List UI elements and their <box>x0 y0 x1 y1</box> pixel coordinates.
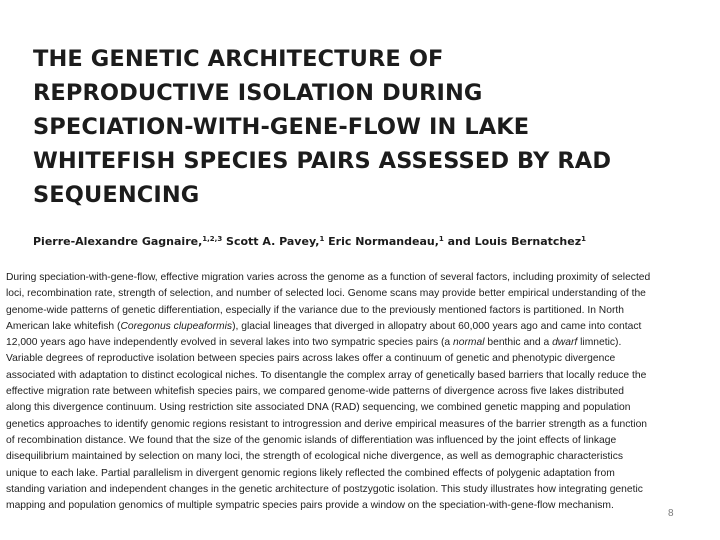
abstract-line: effective migration rate between whitefish species pairs, we compared genome-wide patterns of divergence across five lakes distributed <box>6 386 624 398</box>
abstract-text: benthic and a <box>484 337 553 349</box>
paper-title <box>33 42 713 212</box>
author-affiliation: 1 <box>581 235 586 243</box>
author-affiliation: 1,2,3 <box>202 235 223 243</box>
author-name: Scott A. Pavey, <box>226 235 320 248</box>
page-number: 8 <box>668 508 674 519</box>
title-line: SPECIATION-WITH-GENE-FLOW IN LAKE <box>33 114 530 140</box>
title-line: REPRODUCTIVE ISOLATION DURING <box>33 80 483 106</box>
title-line: SEQUENCING <box>33 182 200 208</box>
author-name: Pierre-Alexandre Gagnaire, <box>33 235 203 248</box>
abstract-line: mapping and population genomics of multiple sympatric species pairs provide a window on the speciation-with-gene-flow mechanism. <box>6 500 614 512</box>
abstract-text: 12,000 years ago have independently evolved in several lakes into two sympatric species pairs (a <box>6 337 454 349</box>
abstract-line: associated with adaptation to distinct ecological niches. To disentangle the complex array of genetically based barriers that locally reduce the <box>6 369 647 381</box>
abstract-line: loci, recombination rate, strength of selection, and number of selected loci. Genome scans may provide better empirical understanding of the <box>6 288 646 300</box>
abstract-line: along this divergence continuum. Using restriction site associated DNA (RAD) sequencing, we combined genetic mapping and population <box>6 402 631 414</box>
abstract-line: standing variation and independent changes in the genetic architecture of postzygotic isolation. This study illustrates how integrating genetic <box>6 483 643 495</box>
abstract-line: genetics approaches to identify genomic regions resistant to introgression and derive empirical measures of the barrier strength as a function <box>6 418 648 430</box>
abstract-line: unique to each lake. Partial parallelism in divergent genomic regions likely reflected the combined effects of polygenic adaptation from <box>6 467 615 479</box>
ecotype-normal: normal <box>453 337 485 349</box>
abstract-line <box>6 335 718 351</box>
author-affiliation: 1 <box>319 235 325 243</box>
abstract-text: ), glacial lineages that diverged in allopatry about 60,000 years ago and came into contact <box>232 320 642 332</box>
abstract <box>6 270 718 514</box>
species-name: Coregonus clupeaformis <box>120 320 233 332</box>
abstract-line <box>6 319 718 335</box>
author-name: and Louis Bernatchez <box>447 235 582 248</box>
ecotype-dwarf: dwarf <box>552 337 578 349</box>
author-list <box>33 234 713 250</box>
title-line: WHITEFISH SPECIES PAIRS ASSESSED BY RAD <box>33 148 612 174</box>
abstract-text: limnetic). <box>577 337 622 349</box>
abstract-line: disequilibrium maintained by selection on many loci, the strength of ecological niche divergence, as well as demographic characteristics <box>6 451 623 463</box>
title-line: THE GENETIC ARCHITECTURE OF <box>33 46 444 72</box>
abstract-text: American lake whitefish ( <box>6 320 121 332</box>
author-name: Eric Normandeau, <box>328 235 439 248</box>
abstract-line: genome-wide patterns of genetic differentiation, especially if the variance due to the previously mentioned factors is partitioned. In North <box>6 304 624 316</box>
author-affiliation: 1 <box>438 235 444 243</box>
abstract-line: During speciation-with-gene-flow, effective migration varies across the genome as a function of several factors, including proximity of selected <box>6 272 651 283</box>
abstract-line: Variable degrees of reproductive isolation between species pairs across lakes offer a continuum of genetic and phenotypic divergence <box>6 353 616 365</box>
abstract-line: of recombination distance. We found that the size of the genomic islands of differentiation was influenced by the joint effects of linkage <box>6 434 617 446</box>
